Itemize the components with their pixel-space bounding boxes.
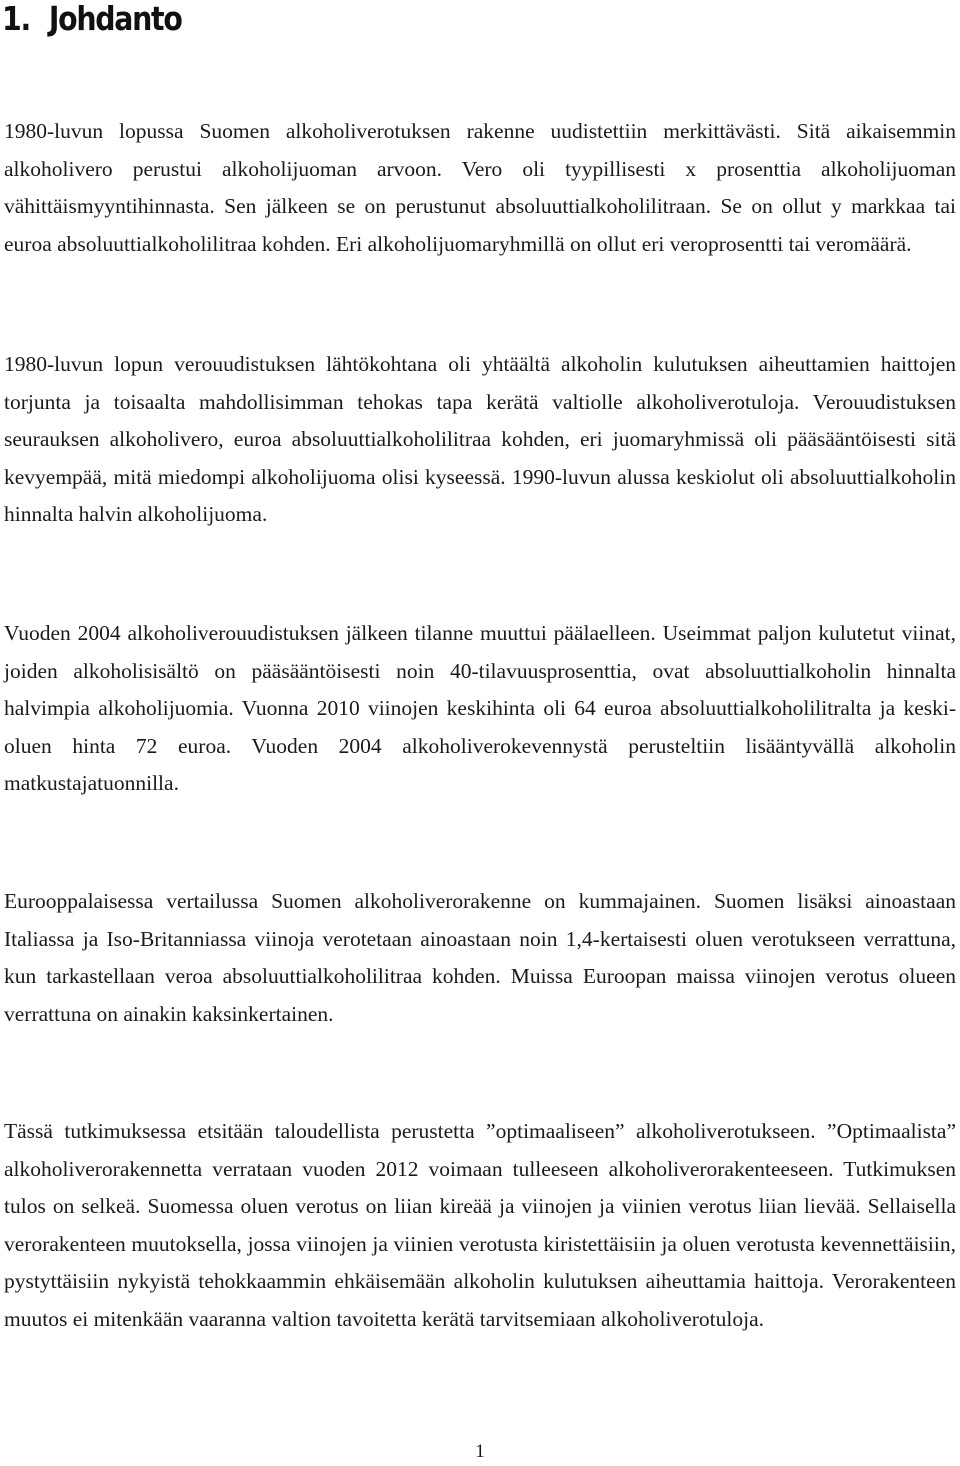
paragraph: Eurooppalaisessa vertailussa Suomen alkoholiverorakenne on kummajainen. Suomen lisäksi ainoastaan Italiassa ja Iso-Britanniassa viinoja verotetaan ainoastaan noin 1,4-kertaisesti oluen verotukseen verrattuna, kun tarkastellaan veroa absoluuttialkoholilitraa kohden. Muissa Euroopan maissa viinojen verotus olueen verrattuna on ainakin kaksinkertainen. [4, 889, 956, 1026]
section-heading [2, 0, 182, 42]
page-number: 1 [475, 1441, 485, 1462]
section-title: Johdanto [48, 0, 182, 38]
paragraph-5-block [4, 1113, 956, 1338]
paragraph: 1980-luvun lopun verouudistuksen lähtökohtana oli yhtäältä alkoholin kulutuksen aiheuttamien haittojen torjunta ja toisaalta mahdollisimman tehokas tapa kerätä valtiolle alkoholiverotuloja. Verouudistuksen seurauksen alkoholivero, euroa absoluuttialkoholilitraa kohden, eri juomaryhmissä oli pääsääntöisesti sitä kevyempää, mitä miedompi alkoholijuoma olisi kyseessä. 1990-luvun alussa keskiolut oli absoluuttialkoholin hinnalta halvin alkoholijuoma. [4, 352, 956, 526]
section-number: 1. [2, 0, 30, 38]
paragraph: Vuoden 2004 alkoholiverouudistuksen jälkeen tilanne muuttui päälaelleen. Useimmat paljon kulutetut viinat, joiden alkoholisisältö on pääsääntöisesti noin 40-tilavuusprosenttia, ovat absoluuttialkoholin hinnalta halvimpia alkoholijuomia. Vuonna 2010 viinojen keskihinta oli 64 euroa absoluuttialkoholilitralta ja keski-oluen hinta 72 euroa. Vuoden 2004 alkoholiverokevennystä perusteltiin lisääntyvällä alkoholin matkustajatuonnilla. [4, 621, 956, 795]
paragraph-3-block [4, 615, 956, 803]
paragraph: Tässä tutkimuksessa etsitään taloudellista perustetta ”optimaaliseen” alkoholiverotukseen. ”Optimaalista” alkoholiverorakennetta verrataan vuoden 2012 voimaan tulleeseen alkoholiverorakenteeseen. Tutkimuksen tulos on selkeä. Suomessa oluen verotus on liian kireää ja viinojen ja viinien verotus liian lievää. Sellaisella verorakenteen muutoksella, jossa viinojen ja viinien verotusta kiristettäisiin ja oluen verotusta kevennettäisiin, pystyttäisiin nykyistä tehokkaammin ehkäisemään alkoholin kulutuksen aiheuttamia haittoja. Verorakenteen muutos ei mitenkään vaaranna valtion tavoitetta kerätä tarvitsemiaan alkoholiverotuloja. [4, 1119, 956, 1331]
paragraph: 1980-luvun lopussa Suomen alkoholiverotuksen rakenne uudistettiin merkittävästi. Sitä aikaisemmin alkoholivero perustui alkoholijuoman arvoon. Vero oli tyypillisesti x prosenttia alkoholijuoman vähittäismyyntihinnasta. Sen jälkeen se on perustunut absoluuttialkoholilitraan. Se on ollut y markkaa tai euroa absoluuttialkoholilitraa kohden. Eri alkoholijuomaryhmillä on ollut eri veroprosentti tai veromäärä. [4, 119, 956, 256]
paragraph-4-block [4, 883, 956, 1033]
paragraph-1-block [4, 113, 956, 263]
paragraph-2-block [4, 346, 956, 534]
